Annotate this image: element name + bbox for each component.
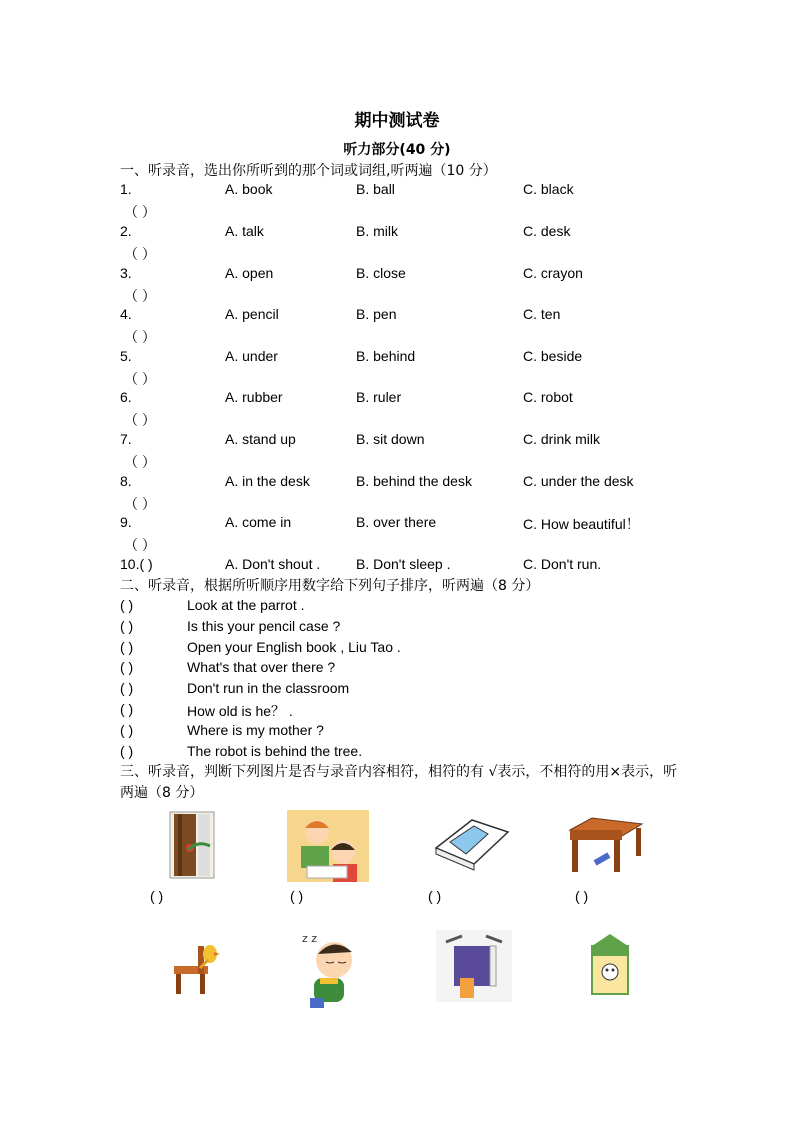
option-b: B. milk bbox=[356, 223, 398, 239]
answer-parenthesis[interactable]: ( ) bbox=[120, 701, 134, 717]
question-number: 5. bbox=[120, 348, 132, 364]
section3-heading: 三、听录音，判断下列图片是否与录音内容相符，相符的有 √表示，不相符的用×表示，听两遍（8 分） bbox=[120, 764, 678, 801]
option-a: A. in the desk bbox=[225, 473, 310, 489]
section1-heading: 一、听录音，选出你所听到的那个词或词组,听两遍（10 分） bbox=[120, 163, 497, 179]
answer-parenthesis[interactable]: ( ) bbox=[120, 721, 134, 738]
answer-parenthesis[interactable]: ( ) bbox=[150, 888, 164, 904]
sentence-text: Is this your pencil case ? bbox=[187, 617, 341, 634]
option-b: B. pen bbox=[356, 306, 397, 322]
option-b: B. ruler bbox=[356, 389, 402, 405]
question-number: 1. bbox=[120, 181, 132, 197]
question-number: 9. bbox=[120, 514, 132, 530]
closed-book-icon bbox=[436, 930, 512, 1006]
option-c: C. robot bbox=[523, 389, 573, 405]
option-c: C. under the desk bbox=[523, 473, 634, 489]
answer-parenthesis[interactable]: （ ） bbox=[124, 496, 156, 512]
page-subtitle: 听力部分(40 分) bbox=[343, 142, 451, 158]
option-c: C. drink milk bbox=[523, 431, 601, 447]
option-a: A. rubber bbox=[225, 389, 283, 405]
answer-parenthesis[interactable]: （ ） bbox=[124, 246, 156, 262]
rubber-icon bbox=[430, 812, 512, 878]
answer-parenthesis[interactable]: ( ) bbox=[120, 597, 134, 613]
option-c: C. desk bbox=[523, 223, 571, 239]
sentence-text: What's that over there ? bbox=[187, 659, 336, 676]
option-b: B. close bbox=[356, 265, 406, 281]
option-a: A. under bbox=[225, 348, 278, 364]
option-b: B. over there bbox=[356, 514, 437, 530]
option-a: A. book bbox=[225, 181, 273, 197]
option-c: C. Don't run. bbox=[523, 556, 602, 572]
option-a: A. pencil bbox=[225, 306, 279, 322]
option-c: C. ten bbox=[523, 306, 561, 322]
sentence-text: How old is he？ . bbox=[187, 703, 293, 719]
answer-parenthesis[interactable]: ( ) bbox=[120, 680, 134, 697]
svg-text:z z: z z bbox=[302, 932, 318, 945]
option-b: B. sit down bbox=[356, 431, 425, 447]
option-a: A. stand up bbox=[225, 431, 296, 447]
question-number: 8. bbox=[120, 473, 132, 489]
sentence-text: Where is my mother ? bbox=[187, 721, 324, 738]
answer-parenthesis[interactable]: ( ) bbox=[120, 617, 134, 634]
option-c: C. black bbox=[523, 181, 574, 197]
option-c: C. crayon bbox=[523, 265, 583, 281]
sentence-text: Look at the parrot . bbox=[187, 597, 305, 613]
desk-icon bbox=[566, 816, 644, 880]
answer-parenthesis[interactable]: （ ） bbox=[124, 371, 156, 387]
section2-heading: 二、听录音，根据所听顺序用数字给下列句子排序，听两遍（8 分） bbox=[120, 578, 540, 594]
sentence-text: The robot is behind the tree. bbox=[187, 742, 363, 759]
option-b: B. Don't sleep . bbox=[356, 556, 451, 572]
answer-parenthesis[interactable]: ( ) bbox=[120, 638, 134, 655]
question-number: 6. bbox=[120, 389, 132, 405]
option-a: A. come in bbox=[225, 514, 292, 530]
milk-carton-icon bbox=[586, 930, 634, 1002]
answer-parenthesis[interactable]: （ ） bbox=[124, 454, 156, 470]
answer-parenthesis[interactable]: （ ） bbox=[124, 288, 156, 304]
answer-parenthesis[interactable]: ( ) bbox=[290, 888, 304, 904]
option-b: B. ball bbox=[356, 181, 395, 197]
answer-parenthesis[interactable]: （ ） bbox=[124, 412, 156, 428]
children-drawing-icon bbox=[287, 810, 369, 886]
question-number: 7. bbox=[120, 431, 132, 447]
option-a: A. open bbox=[225, 265, 274, 281]
option-b: B. behind bbox=[356, 348, 416, 364]
answer-parenthesis[interactable]: ( ) bbox=[428, 888, 442, 904]
option-b: B. behind the desk bbox=[356, 473, 472, 489]
option-c: C. beside bbox=[523, 348, 583, 364]
option-c: C. How beautiful！ bbox=[523, 516, 640, 532]
answer-parenthesis[interactable]: ( ) bbox=[120, 659, 134, 676]
sleeping-boy-icon bbox=[300, 928, 360, 1016]
answer-parenthesis[interactable]: ( ) bbox=[120, 742, 134, 759]
page-title: 期中测试卷 bbox=[354, 111, 440, 131]
sentence-text: Don't run in the classroom bbox=[187, 680, 350, 697]
option-a: A. Don't shout . bbox=[225, 556, 321, 572]
question-number: 4. bbox=[120, 306, 132, 322]
answer-parenthesis[interactable]: ( ) bbox=[575, 888, 589, 904]
option-a: A. talk bbox=[225, 223, 264, 239]
question-number: 10.( ) bbox=[120, 556, 153, 572]
answer-parenthesis[interactable]: （ ） bbox=[124, 329, 156, 345]
parrot-chair-icon bbox=[168, 940, 222, 1000]
door-icon bbox=[168, 810, 216, 884]
question-number: 2. bbox=[120, 223, 132, 239]
question-number: 3. bbox=[120, 265, 132, 281]
answer-parenthesis[interactable]: （ ） bbox=[124, 537, 156, 553]
sentence-text: Open your English book , Liu Tao . bbox=[187, 638, 401, 655]
answer-parenthesis[interactable]: （ ） bbox=[124, 204, 156, 220]
